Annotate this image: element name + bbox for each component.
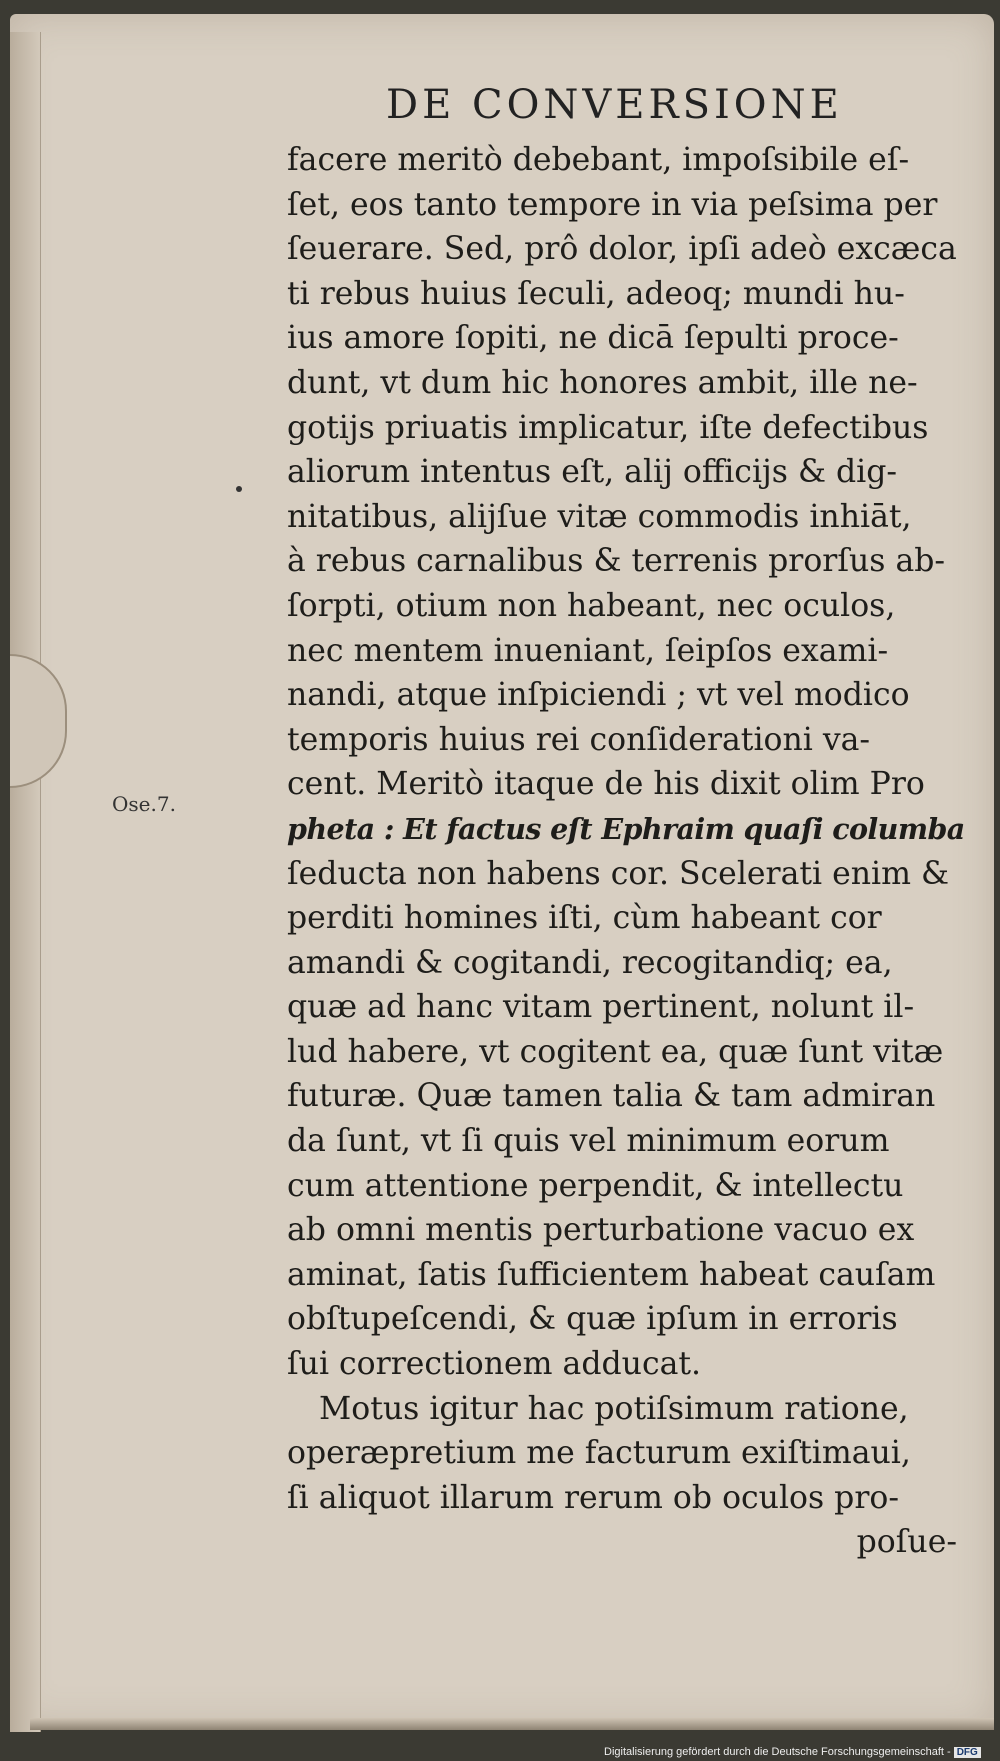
text-line: da ſunt, vt ſi quis vel minimum eorum [287, 1123, 890, 1160]
text-line: à rebus carnalibus & terrenis prorſus ab- [287, 543, 946, 580]
body-text [287, 138, 967, 1565]
text-line: ſeuerare. Sed, prô dolor, ipſi adeò excæca [287, 231, 957, 268]
page-spine [10, 32, 41, 1732]
text-line: cum attentione perpendit, & intellectu [287, 1167, 904, 1204]
text-line-paragraph-start: Motus igitur hac potiſsimum ratione, [319, 1390, 909, 1427]
text-line: ti rebus huius ſeculi, adeoq; mundi hu- [287, 275, 905, 312]
text-line: futuræ. Quæ tamen talia & tam admiran [287, 1078, 936, 1115]
text-line: nec mentem inueniant, ſeipſos exami- [287, 632, 889, 669]
text-line-quotation: pheta : Et factus eſt Ephraim quaſi columba [287, 811, 965, 846]
text-line: ſui correctionem adducat. [287, 1346, 702, 1383]
text-line: aliorum intentus eſt, alij officijs & dig- [287, 454, 898, 491]
text-line: cent. Meritò itaque de his dixit olim Pro [287, 766, 925, 803]
page-bottom-edge [30, 1718, 994, 1730]
text-line: obſtupeſcendi, & quæ ipſum in erroris [287, 1301, 898, 1338]
dfg-logo: DFG [954, 1747, 981, 1758]
text-line: quæ ad hanc vitam pertinent, nolunt il- [287, 989, 915, 1026]
digitization-credit [604, 1746, 981, 1758]
text-line: ſeducta non habens cor. Scelerati enim & [287, 855, 950, 892]
margin-note: Ose.7. [112, 792, 176, 816]
text-line: nandi, atque inſpiciendi ; vt vel modico [287, 677, 910, 714]
text-line: ius amore ſopiti, ne dicā ſepulti proce- [287, 320, 899, 357]
text-line: aminat, ſatis ſufficientem habeat cauſam [287, 1256, 936, 1293]
catchword: poſue- [856, 1524, 957, 1561]
page-tab [10, 654, 67, 788]
text-line: dunt, vt dum hic honores ambit, ille ne- [287, 364, 918, 401]
text-line: ſorpti, otium non habeant, nec oculos, [287, 587, 896, 624]
text-line: gotijs priuatis implicatur, iſte defectibus [287, 409, 929, 446]
credit-text: Digitalisierung gefördert durch die Deutsche Forschungsgemeinschaft - [604, 1746, 951, 1758]
text-line: nitatibus, alijſue vitæ commodis inhiāt, [287, 498, 912, 535]
text-line: facere meritò debebant, impoſsibile eſ- [287, 142, 910, 178]
text-line: ſet, eos tanto tempore in via peſsima per [287, 186, 938, 223]
text-line: ab omni mentis perturbatione vacuo ex [287, 1212, 915, 1249]
text-line: amandi & cogitandi, recogitandiq; ea, [287, 944, 893, 981]
text-line: ſi aliquot illarum rerum ob oculos pro- [287, 1479, 900, 1516]
running-head: DE CONVERSIONE [386, 82, 843, 128]
text-line: lud habere, vt cogitent ea, quæ ſunt vitæ [287, 1033, 944, 1070]
text-line: perditi homines iſti, cùm habeant cor [287, 900, 882, 937]
ink-dot [236, 486, 242, 492]
text-line: temporis huius rei conſiderationi va- [287, 721, 871, 758]
text-line: operæpretium me facturum exiſtimaui, [287, 1435, 911, 1472]
